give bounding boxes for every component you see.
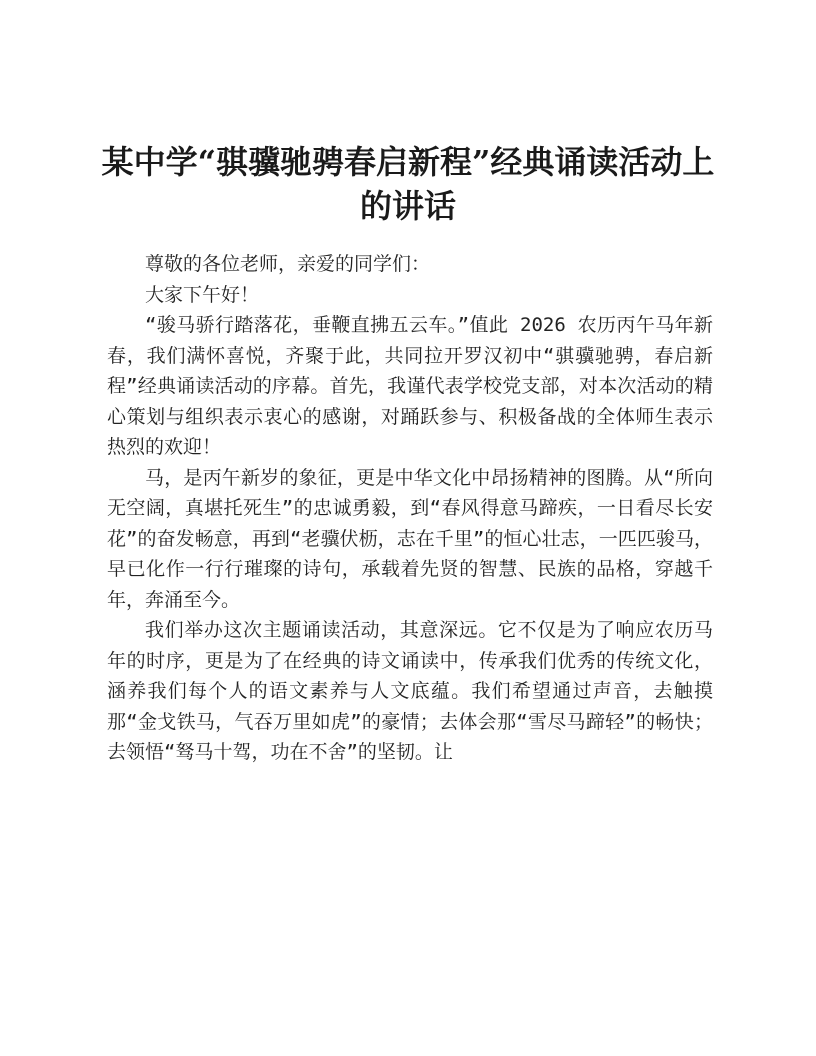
- opening-paragraph: “骏马骄行踏落花，垂鞭直拂五云车。”值此 2026 农历丙午马年新春，我们满怀喜悦，齐聚于此，共同拉开罗汉初中“骐骥驰骋，春启新程”经典诵读活动的序幕。首先，我谨代表学校党支部，对本次活动的精心策划与组织表示衷心的感谢，对踊跃参与、积极备战的全体师生表示热烈的欢迎！: [107, 314, 713, 458]
- purpose-paragraph: 我们举办这次主题诵读活动，其意深远。它不仅是为了响应农历马年的时序，更是为了在经典的诗文诵读中，传承我们优秀的传统文化，涵养我们每个人的语文素养与人文底蕴。我们希望通过声音，去触摸那“金戈铁马，气吞万里如虎”的豪情；去体会那“雪尽马蹄轻”的畅快；去领悟“驽马十驾，功在不舍”的坚韧。让: [107, 619, 713, 763]
- greeting-paragraph: 大家下午好！: [145, 283, 260, 306]
- salutation-paragraph: 尊敬的各位老师，亲爱的同学们：: [145, 253, 431, 275]
- document-title: 某中学“骐骥驰骋春启新程”经典诵读活动上的讲话: [101, 143, 715, 225]
- document-body: [107, 249, 713, 768]
- horse-symbol-paragraph: 马，是丙午新岁的象征，更是中华文化中昂扬精神的图腾。从“所向无空阔，真堪托死生”的忠诚勇毅，到“春风得意马蹄疾，一日看尽长安花”的奋发畅意，再到“老骥伏枥，志在千里”的恒心壮志，一匹匹骏马，早已化作一行行璀璨的诗句，承载着先贤的智慧、民族的品格，穿越千年，奔涌至今。: [107, 466, 713, 611]
